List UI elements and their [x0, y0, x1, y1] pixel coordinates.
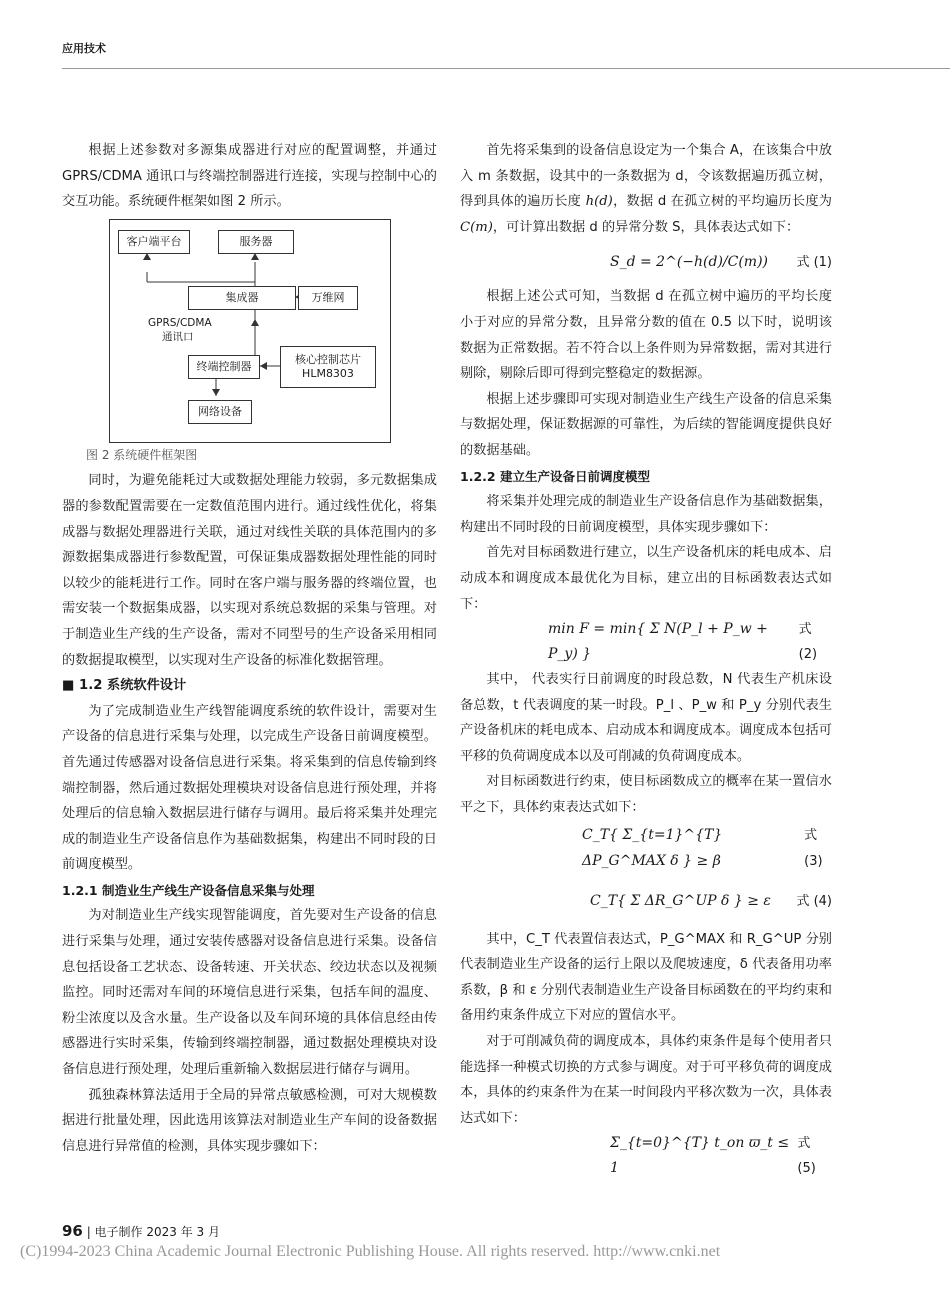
- client-platform-box: 客户端平台: [118, 230, 190, 254]
- server-box: 服务器: [218, 230, 294, 254]
- port-label-2: 通讯口: [162, 330, 194, 343]
- network-device-box: 网络设备: [188, 400, 252, 424]
- section-header: 应用技术: [62, 42, 106, 55]
- equation-5: [460, 1131, 832, 1181]
- hardware-figure: [109, 219, 391, 443]
- equation-5-number: 式 (5): [797, 1135, 816, 1177]
- paragraph: 根据上述参数对多源集成器进行对应的配置调整，并通过 GPRS/CDMA 通讯口与终端控制器进行连接，实现与控制中心的交互功能。系统硬件框架如图 2 所示。: [62, 143, 437, 210]
- equation-4-number: 式 (4): [796, 893, 832, 909]
- equation-3: [460, 821, 832, 877]
- paragraph: 根据上述步骤即可实现对制造业生产线生产设备的信息采集与数据处理，保证数据源的可靠性，为后续的智能调度提供良好的数据基础。: [460, 391, 832, 458]
- web-box: 万维网: [298, 286, 358, 310]
- copyright-watermark: (C)1994-2023 China Academic Journal Electronic Publishing House. All rights reserved. http://www.cnki.net: [20, 1243, 721, 1260]
- right-column: [460, 138, 832, 1181]
- paragraph: 其中，C_T 代表置信表达式，P_G^MAX 和 R_G^UP 分别代表制造业生产设备的运行上限以及爬坡速度，δ 代表备用功率系数，β 和 ε 分别代表制造业生产设备目标函数在的平均约束和备用约束条件成立下对应的置信水平。: [460, 931, 832, 1024]
- paragraph: 首先将采集到的设备信息设定为一个集合 A，在该集合中放入 m 条数据，设其中的一条数据为 d，令该数据遍历孤立树，得到具体的遍历长度 h(d)，数据 d 在孤立树的平均遍历长度为 C(m)，可计算出数据 d 的异常分数 S，具体表达式如下：: [460, 143, 832, 235]
- section-heading: ■ 1.2 系统软件设计: [62, 678, 187, 694]
- paragraph: 为对制造业生产线实现智能调度，首先要对生产设备的信息进行采集与处理，通过安装传感器对设备信息进行采集。设备信息包括设备工艺状态、设备转速、开关状态、绞边状态以及视频监控。同时还需对车间的环境信息进行采集，包括车间的温度、粉尘浓度以及含水量。生产设备以及车间环境的具体信息经由传感器进行实时采集，传输到终端控制器，通过数据处理模块对设备信息进行预处理，处理后重新输入数据层进行储存与调用。: [62, 908, 437, 1078]
- header-rule: [62, 68, 950, 69]
- paragraph: 对于可削减负荷的调度成本，具体约束条件是每个使用者只能选择一种模式切换的方式参与调度。对于可平移负荷的调度成本，具体的约束条件为在某一时间段内平移次数为一次，具体表达式如下：: [460, 1034, 832, 1126]
- equation-3-number: 式 (3): [804, 828, 823, 869]
- left-column: [62, 138, 437, 1159]
- equation-2-body: min F = min{ Σ N(P_l + P_w + P_y) }: [548, 620, 768, 663]
- subsection-heading: 1.2.2 建立生产设备日前调度模型: [460, 468, 650, 484]
- paragraph: 其中， 代表实行日前调度的时段总数，N 代表生产机床设备总数，t 代表调度的某一时段。P_l 、P_w 和 P_y 分别代表生产设备机床的耗电成本、启动成本和调度成本。调度成本包括可平移的负荷调度成本以及可削减的负荷调度成本。: [460, 672, 832, 764]
- figure-caption: 图 2 系统硬件框架图: [86, 447, 198, 462]
- equation-1-body: S_d = 2^(−h(d)/C(m)): [610, 253, 769, 270]
- equation-3-body: C_T{ Σ_{t=1}^{T} ΔP_G^MAX δ } ≥ β: [582, 827, 723, 869]
- equation-2-number: 式 (2): [798, 621, 818, 663]
- page-number: 96: [62, 1222, 83, 1240]
- equation-1-number: 式 (1): [796, 254, 832, 270]
- paragraph: 为了完成制造业生产线智能调度系统的软件设计，需要对生产设备的信息进行采集与处理，以完成生产设备日前调度模型。首先通过传感器对设备信息进行采集。将采集到的信息传输到终端控制器，然后通过数据处理模块对设备信息进行预处理，并将处理后的信息输入数据层进行储存与调用。最后将采集并处理完成的制造业生产设备信息作为基础数据集，构建出不同时段的日前调度模型。: [62, 703, 437, 873]
- equation-4: [460, 877, 832, 927]
- chip-box: [280, 346, 376, 388]
- port-label-1: GPRS/CDMA: [148, 316, 212, 329]
- chip-label-2: HLM8303: [302, 366, 354, 380]
- equation-1: [460, 240, 832, 284]
- paragraph: 孤独森林算法适用于全局的异常点敏感检测，可对大规模数据进行批量处理，因此选用该算法对制造业生产车间的设备数据信息进行异常值的检测，具体实现步骤如下：: [62, 1087, 437, 1154]
- paragraph: 将采集并处理完成的制造业生产设备信息作为基础数据集，构建出不同时段的日前调度模型，具体实现步骤如下：: [460, 494, 832, 535]
- integrator-box: 集成器: [188, 286, 296, 310]
- subsection-heading: 1.2.1 制造业生产线生产设备信息采集与处理: [62, 882, 315, 898]
- chip-label-1: 核心控制芯片: [295, 352, 361, 366]
- terminal-controller-box: 终端控制器: [188, 355, 260, 379]
- equation-5-body: Σ_{t=0}^{T} t_on ϖ_t ≤ 1: [610, 1134, 790, 1177]
- page-footer: [62, 1222, 220, 1240]
- equation-4-body: C_T{ Σ ΔR_G^UP δ } ≥ ε: [590, 892, 771, 909]
- paragraph: 首先对目标函数进行建立，以生产设备机床的耗电成本、启动成本和调度成本最优化为目标，建立出的目标函数表达式如下：: [460, 545, 832, 612]
- paragraph: 根据上述公式可知，当数据 d 在孤立树中遍历的平均长度小于对应的异常分数，且异常分数的值在 0.5 以下时，说明该数据为正常数据。若不符合以上条件则为异常数据，需对其进行剔除，剔除后即可得到完整稳定的数据源。: [460, 289, 832, 382]
- paragraph: 同时，为避免能耗过大或数据处理能力较弱，多元数据集成器的参数配置需要在一定数值范围内进行。通过线性优化，将集成器与数据处理器进行关联，通过对线性关联的具体范围内的多源数据集成器进行参数配置，可保证集成器数据处理性能的同时以较少的能耗进行工作。同时在客户端与服务器的终端位置，也需安装一个数据集成器，以实现对系统总数据的采集与管理。对于制造业生产线的生产设备，需对不同型号的生产设备采用相同的数据提取模型，以实现对生产设备的标准化数据管理。: [62, 473, 437, 668]
- journal-info: | 电子制作 2023 年 3 月: [86, 1225, 220, 1239]
- paragraph: 对目标函数进行约束，使目标函数成立的概率在某一置信水平之下，具体约束表达式如下：: [460, 774, 832, 816]
- equation-2: [460, 617, 832, 667]
